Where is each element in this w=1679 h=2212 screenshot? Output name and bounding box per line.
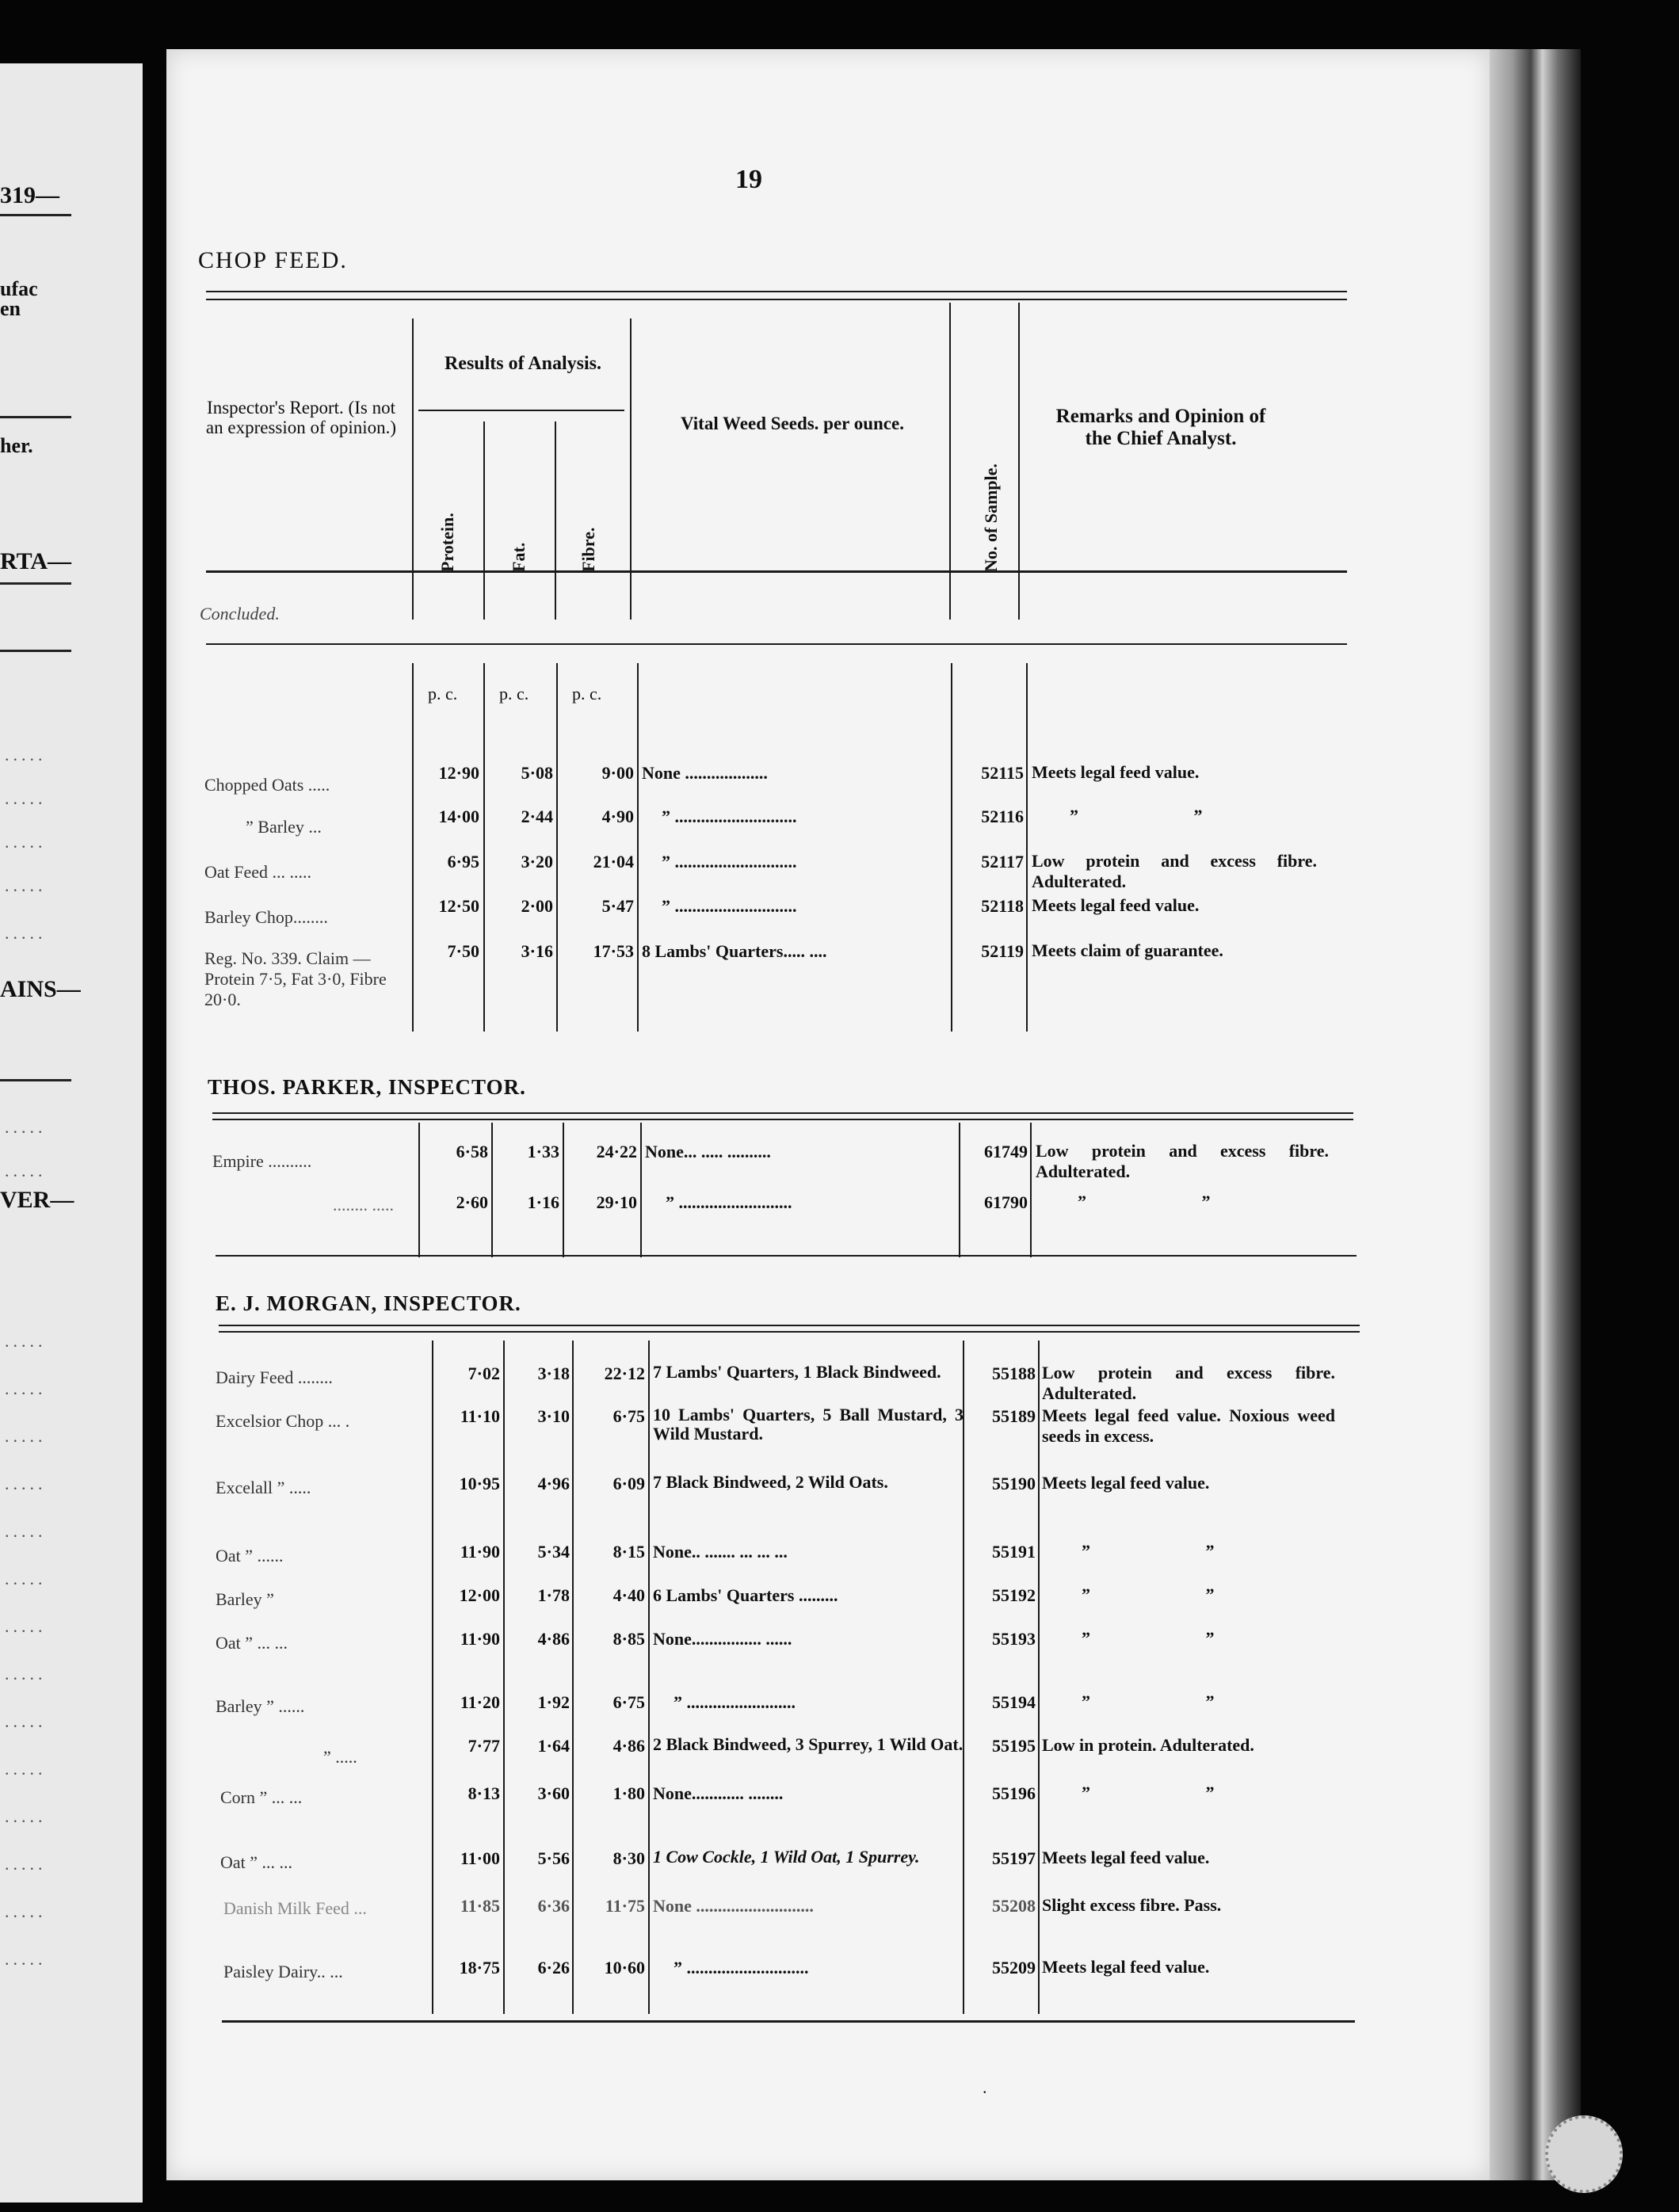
fat-value: 4·86 bbox=[537, 1629, 570, 1649]
sample-number: 52119 bbox=[981, 941, 1024, 961]
fat-value: 3·10 bbox=[537, 1406, 570, 1426]
protein-value: 8·13 bbox=[467, 1783, 500, 1803]
header-top-rule-2 bbox=[206, 299, 1347, 300]
sample-number: 55191 bbox=[992, 1542, 1036, 1562]
sample-number: 55193 bbox=[992, 1629, 1036, 1649]
protein-value: 6·95 bbox=[447, 852, 479, 871]
fat-value: 4·96 bbox=[537, 1474, 570, 1493]
feed-name: Empire .......... bbox=[212, 1151, 312, 1171]
protein-value: 10·95 bbox=[459, 1474, 500, 1493]
weed-seeds: ” ......................... bbox=[674, 1692, 796, 1712]
left-dots: ..... bbox=[5, 1379, 47, 1398]
col-divider bbox=[1026, 663, 1028, 1032]
fibre-value: 4·90 bbox=[601, 807, 634, 826]
fat-value: 3·20 bbox=[521, 852, 553, 871]
fibre-value: 8·30 bbox=[612, 1848, 645, 1868]
feed-name: Excelall ” ..... bbox=[216, 1478, 311, 1497]
feed-name: Chopped Oats ..... bbox=[204, 775, 330, 795]
sample-number: 52118 bbox=[981, 896, 1024, 916]
inspector-heading: E. J. MORGAN, INSPECTOR. bbox=[216, 1291, 521, 1315]
header-divider bbox=[949, 303, 951, 620]
weed-seeds: ” ............................ bbox=[674, 1958, 809, 1977]
fibre-value: 11·75 bbox=[605, 1896, 645, 1916]
sample-number: 61790 bbox=[984, 1192, 1028, 1212]
left-dots: ..... bbox=[5, 745, 47, 765]
remarks: Low protein and excess fibre. Adulterated. bbox=[1032, 851, 1317, 891]
header-divider bbox=[483, 421, 485, 620]
sample-number: 55188 bbox=[992, 1363, 1036, 1383]
left-facing-page bbox=[0, 63, 143, 2202]
unit-label: p. c. bbox=[428, 684, 458, 704]
header-fat: Fat. bbox=[509, 542, 529, 572]
remarks: ” ” bbox=[1070, 806, 1203, 826]
protein-value: 7·02 bbox=[467, 1363, 500, 1383]
header-weed-seeds: Vital Weed Seeds. per ounce. bbox=[681, 414, 904, 433]
protein-value: 12·90 bbox=[438, 763, 479, 783]
header-divider bbox=[412, 318, 414, 620]
feed-name: ” Barley ... bbox=[246, 817, 322, 837]
fibre-value: 5·47 bbox=[601, 896, 634, 916]
header-protein: Protein. bbox=[437, 513, 457, 572]
feed-name: Barley Chop........ bbox=[204, 907, 328, 927]
left-dots: ..... bbox=[5, 923, 47, 943]
sample-number: 52116 bbox=[981, 807, 1024, 826]
fat-value: 5·56 bbox=[537, 1848, 570, 1868]
left-fragment: en bbox=[0, 297, 21, 320]
footer-mark: . bbox=[983, 2077, 987, 2097]
header-divider bbox=[630, 318, 632, 620]
analysis-subrule bbox=[418, 410, 624, 411]
sample-number: 61749 bbox=[984, 1142, 1028, 1161]
header-fibre: Fibre. bbox=[578, 527, 598, 572]
header-inspector-report: Inspector's Report. (Is not an expression of opinion.) bbox=[205, 398, 397, 438]
fibre-value: 6·75 bbox=[612, 1692, 645, 1712]
fibre-value: 8·85 bbox=[612, 1629, 645, 1649]
left-dots: ..... bbox=[5, 1117, 47, 1137]
protein-value: 2·60 bbox=[456, 1192, 488, 1212]
col-divider bbox=[1030, 1123, 1032, 1257]
left-fragment: her. bbox=[0, 434, 33, 457]
sample-number: 55196 bbox=[992, 1783, 1036, 1803]
weed-seeds: None................ ...... bbox=[653, 1629, 792, 1649]
sample-number: 55197 bbox=[992, 1848, 1036, 1868]
remarks: Meets legal feed value. bbox=[1032, 762, 1200, 782]
left-rule bbox=[0, 1079, 71, 1081]
weed-seeds: 7 Black Bindweed, 2 Wild Oats. bbox=[653, 1472, 888, 1492]
feed-name: Oat ” ...... bbox=[216, 1546, 284, 1566]
left-dots: ..... bbox=[5, 1949, 47, 1969]
fibre-value: 22·12 bbox=[604, 1363, 645, 1383]
book-edge bbox=[1490, 49, 1581, 2180]
fat-value: 1·33 bbox=[527, 1142, 559, 1161]
feed-name: Paisley Dairy.. ... bbox=[223, 1962, 343, 1981]
col-divider bbox=[483, 663, 485, 1032]
remarks: ” ” bbox=[1082, 1585, 1215, 1604]
col-divider bbox=[951, 663, 952, 1032]
protein-value: 12·00 bbox=[459, 1585, 500, 1605]
remarks: Slight excess fibre. Pass. bbox=[1042, 1895, 1222, 1915]
protein-value: 11·20 bbox=[460, 1692, 500, 1712]
feed-name: ........ ..... bbox=[333, 1195, 394, 1215]
protein-value: 6·58 bbox=[456, 1142, 488, 1161]
left-dots: ..... bbox=[5, 1854, 47, 1874]
weed-seeds: ” ............................ bbox=[662, 852, 797, 871]
unit-label: p. c. bbox=[572, 684, 602, 704]
protein-value: 18·75 bbox=[459, 1958, 500, 1977]
remarks: Low in protein. Adulterated. bbox=[1042, 1735, 1254, 1755]
section-rule bbox=[219, 1325, 1360, 1326]
left-dots: ..... bbox=[5, 1616, 47, 1636]
left-rule bbox=[0, 214, 71, 216]
left-dots: ..... bbox=[5, 1521, 47, 1541]
left-dots: ..... bbox=[5, 1161, 47, 1180]
feed-name: Dairy Feed ........ bbox=[216, 1367, 333, 1387]
fat-value: 1·78 bbox=[537, 1585, 570, 1605]
weed-seeds: 8 Lambs' Quarters..... .... bbox=[642, 941, 827, 961]
weed-seeds: 1 Cow Cockle, 1 Wild Oat, 1 Spurrey. bbox=[653, 1847, 920, 1867]
header-remarks: Remarks and Opinion of the Chief Analyst. bbox=[1055, 406, 1266, 449]
left-rule bbox=[0, 582, 71, 585]
fibre-value: 6·09 bbox=[612, 1474, 645, 1493]
fibre-value: 4·40 bbox=[612, 1585, 645, 1605]
col-divider bbox=[648, 1341, 650, 2014]
sample-number: 55192 bbox=[992, 1585, 1036, 1605]
fibre-value: 4·86 bbox=[612, 1736, 645, 1756]
protein-value: 14·00 bbox=[438, 807, 479, 826]
feed-name: Excelsior Chop ... . bbox=[216, 1411, 350, 1431]
remarks: Meets legal feed value. bbox=[1032, 895, 1200, 915]
fat-value: 5·08 bbox=[521, 763, 553, 783]
header-divider bbox=[555, 421, 556, 620]
left-dots: ..... bbox=[5, 875, 47, 895]
left-dots: ..... bbox=[5, 1806, 47, 1826]
fibre-value: 17·53 bbox=[593, 941, 634, 961]
fibre-value: 24·22 bbox=[596, 1142, 637, 1161]
header-top-rule bbox=[206, 291, 1347, 292]
remarks: ” ” bbox=[1078, 1192, 1211, 1211]
remarks: Low protein and excess fibre. Adulterated. bbox=[1036, 1141, 1329, 1181]
fibre-value: 8·15 bbox=[612, 1542, 645, 1562]
header-bottom-rule bbox=[206, 570, 1347, 573]
header-divider bbox=[1018, 303, 1020, 620]
left-rule bbox=[0, 416, 71, 418]
remarks: Meets legal feed value. bbox=[1042, 1473, 1210, 1493]
left-dots: ..... bbox=[5, 1569, 47, 1588]
section-rule-2 bbox=[212, 1119, 1353, 1120]
sample-number: 55194 bbox=[992, 1692, 1036, 1712]
fat-value: 3·16 bbox=[521, 941, 553, 961]
weed-seeds: 7 Lambs' Quarters, 1 Black Bindweed. bbox=[653, 1362, 941, 1382]
fibre-value: 1·80 bbox=[612, 1783, 645, 1803]
fat-value: 2·00 bbox=[521, 896, 553, 916]
page-number: 19 bbox=[735, 165, 762, 194]
left-fragment: AINS— bbox=[0, 976, 81, 1002]
protein-value: 7·77 bbox=[467, 1736, 500, 1756]
header-sample-no: No. of Sample. bbox=[981, 463, 1001, 572]
table-bottom-rule bbox=[222, 2020, 1355, 2023]
weed-seeds: 2 Black Bindweed, 3 Spurrey, 1 Wild Oat. bbox=[653, 1734, 964, 1754]
left-dots: ..... bbox=[5, 1474, 47, 1493]
section-rule-2 bbox=[219, 1331, 1360, 1333]
feed-name: ” ..... bbox=[323, 1747, 357, 1767]
sample-number: 55195 bbox=[992, 1736, 1036, 1756]
protein-value: 11·90 bbox=[460, 1629, 500, 1649]
remarks: ” ” bbox=[1082, 1628, 1215, 1648]
protein-value: 11·00 bbox=[460, 1848, 500, 1868]
sample-number: 52115 bbox=[981, 763, 1024, 783]
sample-number: 55209 bbox=[992, 1958, 1036, 1977]
weed-seeds: None ................... bbox=[642, 763, 768, 783]
sample-number: 55189 bbox=[992, 1406, 1036, 1426]
fat-value: 1·16 bbox=[527, 1192, 559, 1212]
left-fragment: VER— bbox=[0, 1187, 74, 1213]
protein-value: 11·90 bbox=[460, 1542, 500, 1562]
document-page bbox=[166, 49, 1490, 2180]
fibre-value: 6·75 bbox=[612, 1406, 645, 1426]
fibre-value: 10·60 bbox=[604, 1958, 645, 1977]
remarks: Low protein and excess fibre. Adulterated. bbox=[1042, 1363, 1335, 1403]
fibre-value: 29·10 bbox=[596, 1192, 637, 1212]
stamp-icon bbox=[1545, 2115, 1623, 2193]
feed-name: Danish Milk Feed ... bbox=[223, 1898, 367, 1918]
section-rule bbox=[216, 1255, 1357, 1257]
fibre-value: 21·04 bbox=[593, 852, 634, 871]
weed-seeds: ” .......................... bbox=[666, 1192, 792, 1212]
protein-value: 7·50 bbox=[447, 941, 479, 961]
feed-name: Barley ” bbox=[216, 1589, 274, 1609]
col-divider bbox=[1038, 1341, 1040, 2014]
feed-name: Corn ” ... ... bbox=[220, 1787, 303, 1807]
col-divider bbox=[556, 663, 558, 1032]
left-fragment: ufac bbox=[0, 277, 38, 300]
section-rule bbox=[212, 1112, 1353, 1114]
left-dots: ..... bbox=[5, 788, 47, 808]
fat-value: 6·26 bbox=[537, 1958, 570, 1977]
protein-value: 11·10 bbox=[460, 1406, 500, 1426]
fibre-value: 9·00 bbox=[601, 763, 634, 783]
left-rule bbox=[0, 650, 71, 652]
weed-seeds: 10 Lambs' Quarters, 5 Ball Mustard, 3 Wild Mustard. bbox=[653, 1405, 964, 1444]
remarks: ” ” bbox=[1082, 1783, 1215, 1802]
fat-value: 2·44 bbox=[521, 807, 553, 826]
header-results-of-analysis: Results of Analysis. bbox=[444, 353, 602, 374]
weed-seeds: None............ ........ bbox=[653, 1783, 784, 1803]
col-divider bbox=[412, 663, 414, 1032]
fat-value: 6·36 bbox=[537, 1896, 570, 1916]
left-dots: ..... bbox=[5, 1759, 47, 1779]
weed-seeds: None.. ....... ... ... ... bbox=[653, 1542, 788, 1562]
feed-name: Oat Feed ... ..... bbox=[204, 862, 312, 882]
left-fragment: 319— bbox=[0, 182, 59, 208]
left-dots: ..... bbox=[5, 1711, 47, 1731]
weed-seeds: 6 Lambs' Quarters ......... bbox=[653, 1585, 838, 1605]
weed-seeds: None ........................... bbox=[653, 1896, 814, 1916]
sample-number: 55208 bbox=[992, 1896, 1036, 1916]
left-dots: ..... bbox=[5, 1331, 47, 1351]
fat-value: 1·92 bbox=[537, 1692, 570, 1712]
col-divider bbox=[637, 663, 639, 1032]
fat-value: 5·34 bbox=[537, 1542, 570, 1562]
fat-value: 3·60 bbox=[537, 1783, 570, 1803]
unit-label: p. c. bbox=[499, 684, 529, 704]
col-divider bbox=[640, 1123, 642, 1257]
feed-name: Oat ” ... ... bbox=[220, 1852, 293, 1872]
weed-seeds: ” ............................ bbox=[662, 807, 797, 826]
concluded-label: Concluded. bbox=[200, 604, 280, 624]
fat-value: 3·18 bbox=[537, 1363, 570, 1383]
weed-seeds: None... ..... .......... bbox=[645, 1142, 771, 1161]
protein-value: 11·85 bbox=[460, 1896, 500, 1916]
left-dots: ..... bbox=[5, 1664, 47, 1684]
sample-number: 52117 bbox=[981, 852, 1024, 871]
left-dots: ..... bbox=[5, 1426, 47, 1446]
inspector-heading: THOS. PARKER, INSPECTOR. bbox=[208, 1075, 526, 1099]
sample-number: 55190 bbox=[992, 1474, 1036, 1493]
remarks: ” ” bbox=[1082, 1541, 1215, 1561]
protein-value: 12·50 bbox=[438, 896, 479, 916]
feed-name: Barley ” ...... bbox=[216, 1696, 305, 1716]
remarks: Meets claim of guarantee. bbox=[1032, 940, 1223, 960]
left-dots: ..... bbox=[5, 1901, 47, 1921]
remarks: ” ” bbox=[1082, 1691, 1215, 1711]
remarks: Meets legal feed value. bbox=[1042, 1848, 1210, 1867]
remarks: Meets legal feed value. bbox=[1042, 1957, 1210, 1977]
left-fragment: RTA— bbox=[0, 548, 72, 574]
left-dots: ..... bbox=[5, 832, 47, 852]
weed-seeds: ” ............................ bbox=[662, 896, 797, 916]
feed-name: Reg. No. 339. Claim —Protein 7·5, Fat 3·0, Fibre 20·0. bbox=[204, 948, 387, 1009]
section-title: CHOP FEED. bbox=[198, 247, 348, 273]
section-rule bbox=[206, 643, 1347, 645]
fat-value: 1·64 bbox=[537, 1736, 570, 1756]
remarks: Meets legal feed value. Noxious weed seeds in excess. bbox=[1042, 1405, 1335, 1446]
feed-name: Oat ” ... ... bbox=[216, 1633, 288, 1653]
